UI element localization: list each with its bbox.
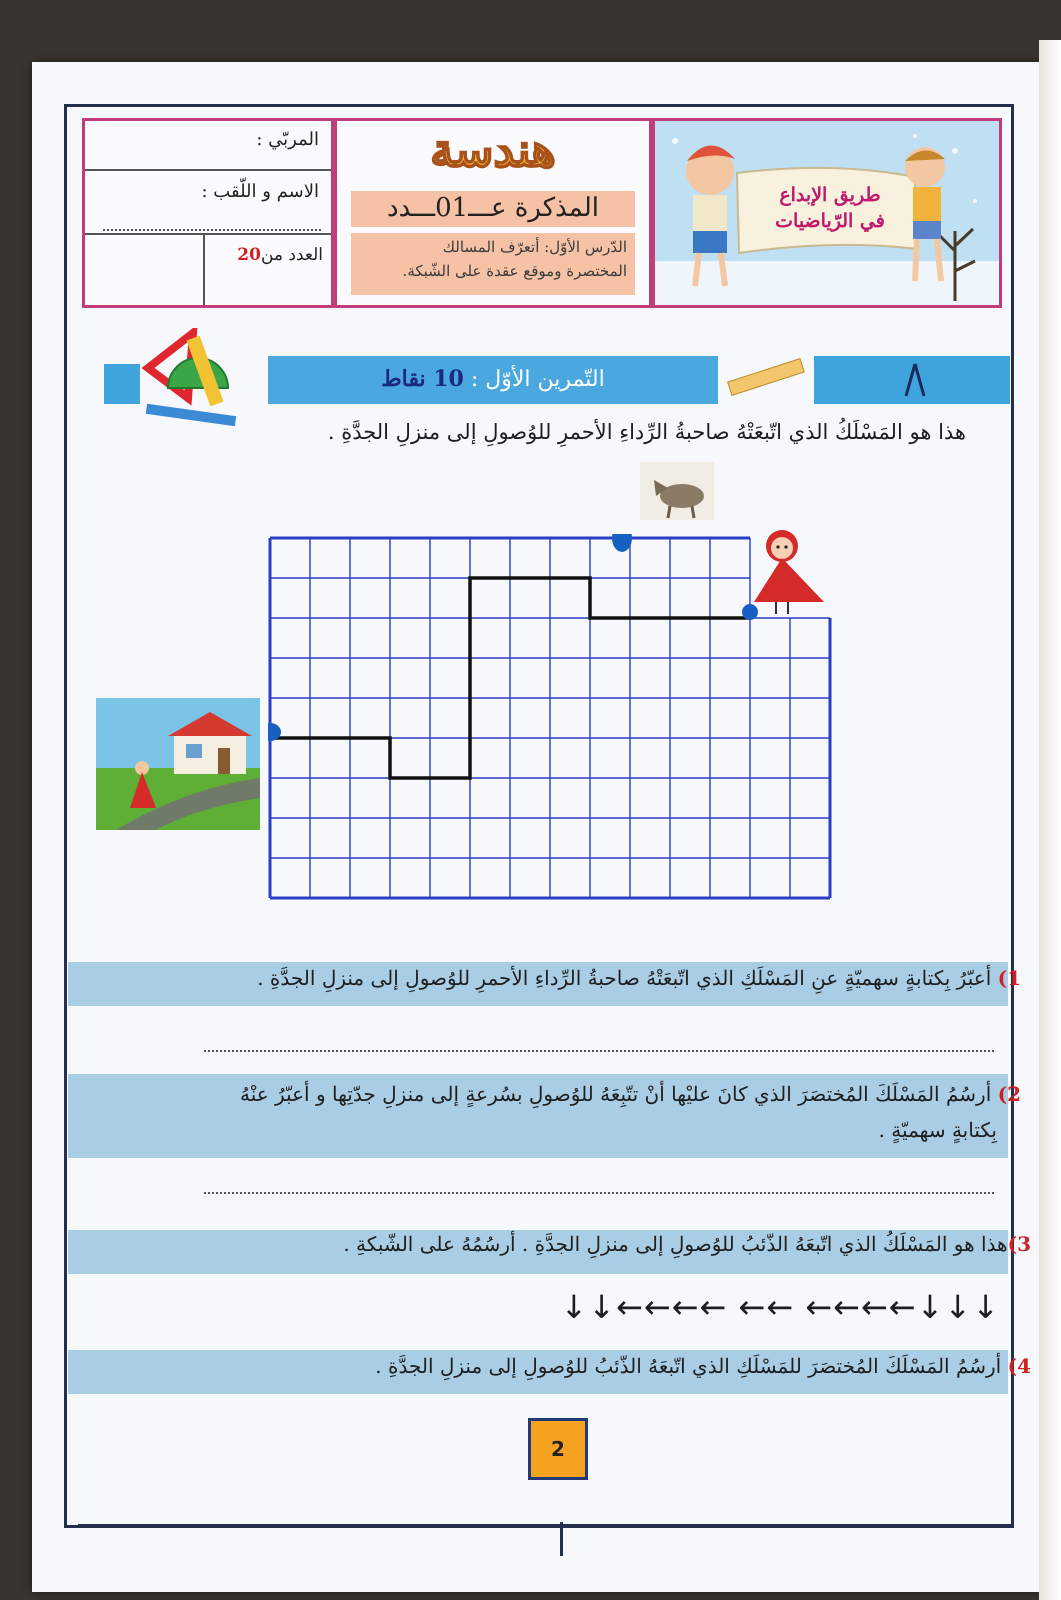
score-label: العدد من20 [237,245,323,265]
compass-icon [900,362,930,398]
banner-box [652,118,1002,308]
route-grid[interactable] [268,534,834,922]
name-answer-line[interactable] [103,229,321,231]
next-page-edge [1039,40,1061,1600]
ruler-icon [724,356,808,396]
grandma-house-image [96,698,260,830]
exercise-bar-left [104,364,140,404]
geometry-tools-icon [138,328,248,428]
grid-svg[interactable] [268,534,834,918]
exercise-intro: هذا هو المَسْلَكُ الذي اتّبعَتْهُ صاحبةُ الرِّداءِ الأحمرِ للوُصولِ إلى منزلِ الجدَّةِ . [327,420,966,444]
title-box [334,118,652,308]
frame-bottom-line [78,1524,1014,1526]
exercise-title: التّمرين الأوّل : 10 نقاط [268,356,718,404]
wolf-image [640,462,714,520]
kids-banner-illustration [655,121,999,305]
memo-title: المذكرة عـــ01ـــدد [387,193,599,223]
student-info-box [82,118,334,308]
teacher-label: المربّي : [256,129,319,150]
question-1-answer-line[interactable] [204,1050,994,1052]
question-4: 4) أرسُمُ المَسْلَكَ المُختصَرَ للمَسْلَكِ الذي اتّبعَهُ الذّئبُ للوُصولِ إلى منزلِ الجدَّةِ . [375,1354,1031,1378]
page-number: 2 [528,1418,588,1480]
banner-line2: في الرّياضيات [775,210,885,232]
subject-title: هندسة [430,123,556,177]
lesson-title: الدّرس الأوّل: أتعرّف المسالك المختصرة وموقع عقدة على الشّبكة. [402,238,627,280]
question-3: 3)هذا هو المَسْلَكُ الذي اتّبعَهُ الذّئبُ للوُصولِ إلى منزلِ الجدَّةِ . أرسُمُهُ على الشّبكةِ . [343,1232,1031,1256]
start-node [742,604,758,620]
question-2-answer-line[interactable] [204,1192,994,1194]
question-2: 2) أرسُمُ المَسْلَكَ المُختصَرَ الذي كانَ عليْها أنْ تتّبِعَهُ للوُصولِ بسُرعةٍ إلى منزلِ جدّتِها و أعبّرُ عنْهُ بِكتابةٍ سهميّةٍ . [240,1082,1021,1142]
wolf-start-node [612,534,632,552]
header [82,118,1002,308]
frame-bottom-tick [560,1522,563,1556]
question-1: 1) أعبّرُ بِكتابةٍ سهميّةٍ عنِ المَسْلَكِ الذي اتّبعَتْهُ صاحبةُ الرِّداءِ الأحمرِ للوُصولِ إلى منزلِ الجدَّةِ . [257,966,1021,990]
wolf-arrow-path: ↓↓←←←← ←← ←←←←↓↓↓ [560,1288,1000,1326]
name-label: الاسم و اللّقب : [201,181,319,202]
banner-line1: طريق الإبداع [779,184,881,206]
